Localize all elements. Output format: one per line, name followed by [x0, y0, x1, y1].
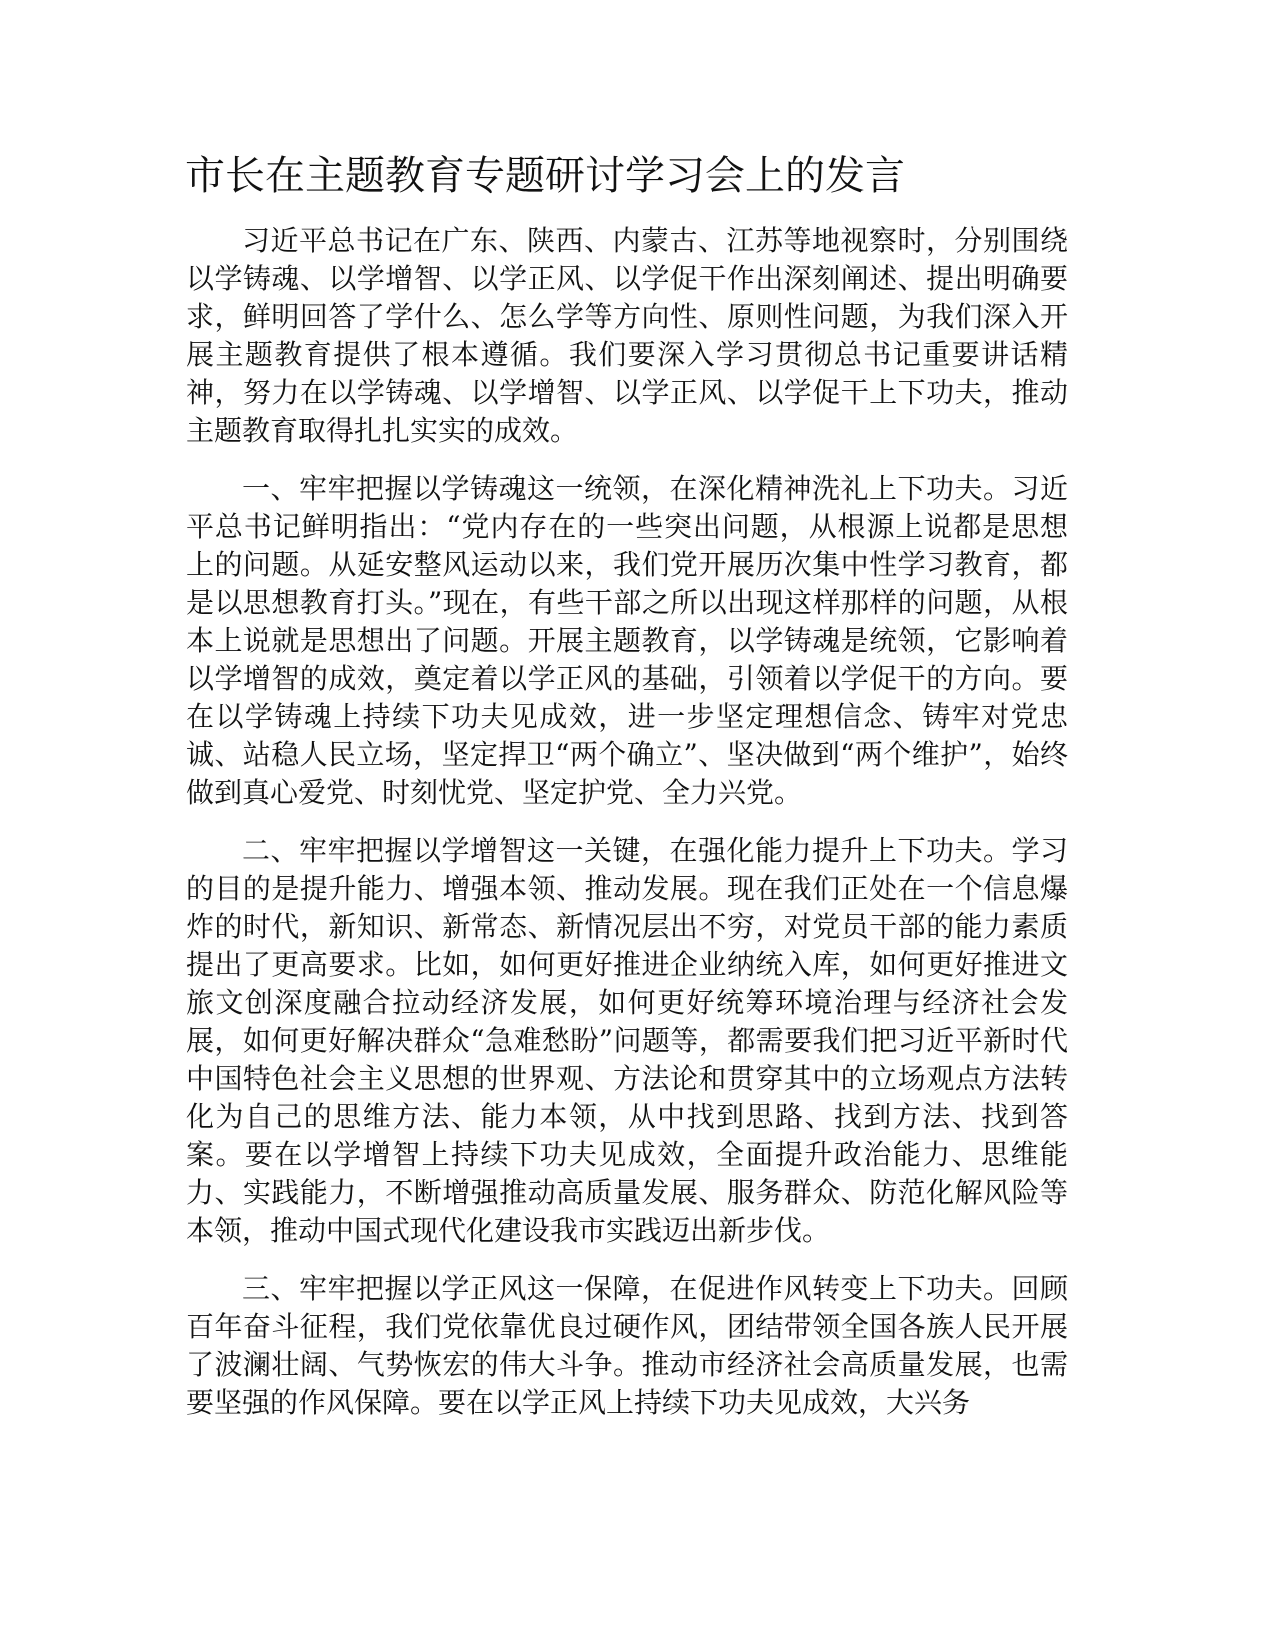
paragraph-section-two: 二、牢牢把握以学增智这一关键，在强化能力提升上下功夫。学习的目的是提升能力、增强本领、推动发展。现在我们正处在一个信息爆炸的时代，新知识、新常态、新情况层出不穷，对党员干部的能力素质提出了更高要求。比如，如何更好推进企业纳统入库，如何更好推进文旅文创深度融合拉动经济发展，如何更好统筹环境治理与经济社会发展，如何更好解决群众“急难愁盼”问题等，都需要我们把习近平新时代中国特色社会主义思想的世界观、方法论和贯穿其中的立场观点方法转化为自己的思维方法、能力本领，从中找到思路、找到方法、找到答案。要在以学增智上持续下功夫见成效，全面提升政治能力、思维能力、实践能力，不断增强推动高质量发展、服务群众、防范化解风险等本领，推动中国式现代化建设我市实践迈出新步伐。	[186, 834, 1068, 1247]
paragraph-section-three: 三、牢牢把握以学正风这一保障，在促进作风转变上下功夫。回顾百年奋斗征程，我们党依靠优良过硬作风，团结带领全国各族人民开展了波澜壮阔、气势恢宏的伟大斗争。推动市经济社会高质量发展，也需要坚强的作风保障。要在以学正风上持续下功夫见成效，大兴务	[186, 1272, 1068, 1419]
paragraph-intro: 习近平总书记在广东、陕西、内蒙古、江苏等地视察时，分别围绕以学铸魂、以学增智、以学正风、以学促干作出深刻阐述、提出明确要求，鲜明回答了学什么、怎么学等方向性、原则性问题，为我们深入开展主题教育提供了根本遵循。我们要深入学习贯彻总书记重要讲话精神，努力在以学铸魂、以学增智、以学正风、以学促干上下功夫，推动主题教育取得扎扎实实的成效。	[186, 224, 1068, 447]
document-body	[186, 222, 1068, 1442]
paragraph-section-one: 一、牢牢把握以学铸魂这一统领，在深化精神洗礼上下功夫。习近平总书记鲜明指出：“党内存在的一些突出问题，从根源上说都是思想上的问题。从延安整风运动以来，我们党开展历次集中性学习教育，都是以思想教育打头。”现在，有些干部之所以出现这样那样的问题，从根本上说就是思想出了问题。开展主题教育，以学铸魂是统领，它影响着以学增智的成效，奠定着以学正风的基础，引领着以学促干的方向。要在以学铸魂上持续下功夫见成效，进一步坚定理想信念、铸牢对党忠诚、站稳人民立场，坚定捍卫“两个确立”、坚决做到“两个维护”，始终做到真心爱党、时刻忧党、坚定护党、全力兴党。	[186, 472, 1068, 809]
document-title: 市长在主题教育专题研讨学习会上的发言	[185, 153, 905, 199]
